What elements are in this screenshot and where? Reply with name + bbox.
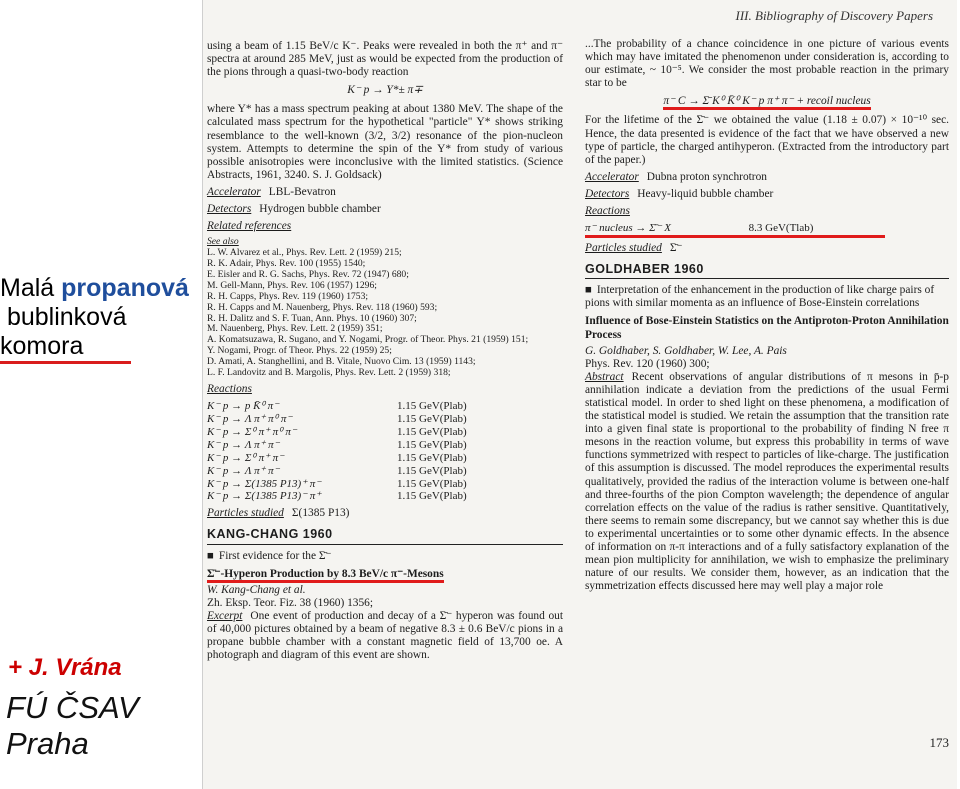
reaction-list: [207, 400, 563, 503]
reactions-label: Reactions: [207, 383, 252, 395]
authors-goldhaber: G. Goldhaber, S. Goldhaber, W. Lee, A. Pais: [585, 344, 787, 357]
authors-kang-chang: W. Kang-Chang et al.: [207, 583, 306, 596]
ref-item: D. Amati, A. Stanghellini, and B. Vitale, Nuovo Cim. 13 (1959) 1143;: [207, 357, 476, 368]
excerpt-label: Excerpt: [207, 609, 243, 622]
abstract-label: Abstract: [585, 370, 624, 383]
highlighted-title: Σ̄⁻-Hyperon Production by 8.3 BeV/c π⁻-Mesons: [207, 568, 444, 583]
related-label: Related references: [207, 220, 292, 233]
right-equation: [585, 95, 949, 108]
left-paragraph: where Y* has a mass spectrum peaking at about 1380 MeV. The shape of the calculated mass spectrum for the hypothetical "particle" Y* shows striking resemblance to the well-known (3/2, 3/2) resonance of the pion-nucleon system. Attempts to determine the spin of the Y* from study of various possible anisotropies were inconclusive with the limited statistics. (Science Abstracts, 1961, 3240. S. J. Goldsack): [207, 103, 563, 181]
abstract-block: [585, 371, 949, 594]
accelerator-label: Accelerator: [207, 185, 261, 198]
accelerator-value: LBL-Bevatron: [268, 185, 336, 198]
reaction-formula: K⁻ p → Λ π⁺ π⁻: [207, 464, 280, 477]
highlighted-equation: π⁻ C → Σ̄ K⁰ K̄⁰ K⁻ p π⁺ π⁻ + recoil nucleus: [663, 95, 870, 110]
reaction-energy: 1.15 GeV(Plab): [397, 451, 467, 464]
detectors-label: Detectors: [207, 203, 252, 216]
left-reactions: [207, 383, 563, 396]
reaction-row: [207, 478, 563, 491]
reaction-row: [207, 439, 563, 452]
particles-label: Particles studied: [207, 507, 284, 520]
left-equation: K⁻ p → Y*± π∓: [347, 84, 423, 97]
reaction-row: [207, 452, 563, 465]
reaction-formula: K⁻ p → Σ⁰ π⁺ π⁻: [207, 451, 284, 464]
left-detectors: [207, 203, 563, 216]
title-accent: propanová: [61, 274, 189, 302]
accelerator-value: Dubna proton synchrotron: [646, 170, 767, 183]
right-intro: ...The probability of a chance coincidence in one picture of various events which may have imitated the phenomenon under consideration is, according to our estimate, ~ 10⁻⁵. We consider the most probable reaction in the primary star to be: [585, 38, 949, 90]
ref-item: R. H. Capps and M. Nauenberg, Phys. Rev. 118 (1960) 593;: [207, 302, 438, 313]
title-part-1: Malá: [0, 274, 62, 302]
reaction-formula: K⁻ p → Σ⁰ π⁺ π⁰ π⁻: [207, 425, 297, 438]
right-paragraph: For the lifetime of the Σ̄⁻ we obtained the value (1.18 ± 0.07) × 10⁻¹⁰ sec. Hence, the data presented is evidence of the fact that we have observed a new type of particle, the charged antihyperon. (Extracted from the introductory part of the paper.): [585, 114, 949, 166]
reaction-energy: 8.3 GeV(Tlab): [748, 222, 814, 235]
highlighted-reaction: [585, 222, 885, 238]
ref-item: A. Komatsuzawa, R. Sugano, and Y. Nogami, Progr. of Theor. Phys. 21 (1959) 151;: [207, 335, 529, 346]
reaction-formula: K⁻ p → Σ(1385 P13)⁻ π⁺: [207, 490, 322, 503]
ref-item: L. F. Landovitz and B. Margolis, Phys. Rev. Lett. 2 (1959) 318;: [207, 368, 451, 379]
title-part-3: bublinková: [6, 303, 127, 331]
reaction-row: [207, 426, 563, 439]
first-evidence: ■ First evidence for the Σ̄⁻: [207, 550, 563, 563]
left-accelerator: [207, 186, 563, 199]
reaction-row: [207, 490, 563, 503]
reference-list: [207, 237, 563, 379]
section-heading-kang-chang: KANG-CHANG 1960: [207, 528, 563, 544]
annotation-author: + J. Vrána: [8, 654, 122, 681]
right-column: [585, 38, 949, 596]
reaction-energy: 1.15 GeV(Plab): [397, 490, 467, 503]
particles-value: Σ(1385 P13): [291, 507, 350, 520]
ref-item: R. H. Capps, Phys. Rev. 119 (1960) 1753;: [207, 291, 369, 302]
reactions-label: Reactions: [585, 205, 630, 218]
detectors-value: Heavy-liquid bubble chamber: [637, 187, 774, 200]
right-accelerator: [585, 171, 949, 184]
reaction-energy: 1.15 GeV(Plab): [397, 464, 467, 477]
annotation-institute: FÚ ČSAV Praha: [6, 690, 139, 761]
ref-item: R. K. Adair, Phys. Rev. 100 (1955) 1540;: [207, 259, 366, 270]
reaction-energy: 1.15 GeV(Plab): [397, 477, 467, 490]
particles-label: Particles studied: [585, 242, 662, 255]
paper-title-goldhaber: Influence of Bose-Einstein Statistics on the Antiproton-Proton Annihilation Process: [585, 315, 949, 341]
abstract-text: Recent observations of angular distributions of π mesons in p̄-p annihilation indicate a deviation from the predictions of the usual Fermi statistical model. In order to shed light on these phenomena, a modification of the statistical model is studied. We retain the assumption that the transition rate into a given final state is proportional to the probability of finding N free π mesons in the reaction volume, but express this probability in terms of wave functions symmetrized with respect to particles of like-charge. The justification of this assumption is discussed. The model reproduces the experimental results qualitatively, provided the radius of the interaction volume is between one-half and three-fourths of the pion Compton wavelength; the dependence of angular correlation effects on the value of the radius is rather sensitive. Quantitatively, there seems to remain some discrepancy, but we cannot say whether this is due to experimental uncertainties or to some other dynamic effects. In the absence of information on π-π interactions and of a fully satisfactory explanation of the mean pion multiplicity for annihilation, we wish to emphasize the preliminary nature of our results. We consider them, however, as an indication that the symmetrization effects discussed here may well play a major role: [585, 370, 949, 593]
detectors-label: Detectors: [585, 187, 630, 200]
excerpt-text: One event of production and decay of a Σ̄⁻ hyperon was found out of 40,000 pictures obtained by a beam of negative 8.3 ± 0.6 BeV/c pions in a propane bubble chamber with a constant magnetic field of 13,700 oe. A photograph and diagram of this event are shown.: [207, 609, 563, 662]
title-part-4: komora: [0, 332, 131, 364]
reaction-energy: 1.15 GeV(Plab): [397, 425, 467, 438]
left-particles: [207, 507, 563, 520]
ref-item: M. Gell-Mann, Phys. Rev. 106 (1957) 1296;: [207, 280, 377, 291]
ref-item: L. W. Alvarez et al., Phys. Rev. Lett. 2 (1959) 215;: [207, 248, 402, 259]
page-number: 173: [929, 735, 949, 750]
reaction-formula: K⁻ p → p K̄⁰ π⁻: [207, 400, 279, 413]
reaction-energy: 1.15 GeV(Plab): [397, 413, 467, 425]
reaction-row: [207, 465, 563, 478]
reaction-row: [207, 400, 563, 413]
reaction-energy: 1.15 GeV(Plab): [397, 400, 467, 413]
reaction-row: [207, 413, 563, 426]
annotation-panel: [0, 0, 210, 789]
annotation-title: [0, 274, 189, 364]
ref-item: Y. Nogami, Progr. of Theor. Phys. 22 (1959) 25;: [207, 346, 392, 357]
right-detectors: [585, 188, 949, 201]
right-reactions: [585, 205, 949, 218]
running-head: III. Bibliography of Discovery Papers: [735, 8, 933, 23]
journal-kang-chang: Zh. Eksp. Teor. Fiz. 38 (1960) 1356;: [207, 596, 374, 609]
reaction-formula: K⁻ p → Λ π⁺ π⁰ π⁻: [207, 413, 293, 425]
section-heading-goldhaber: GOLDHABER 1960: [585, 263, 949, 279]
paper-title-kang-chang: [207, 568, 563, 581]
ref-item: E. Eisler and R. G. Sachs, Phys. Rev. 72 (1947) 680;: [207, 269, 409, 280]
accelerator-label: Accelerator: [585, 170, 639, 183]
reaction-formula: K⁻ p → Σ(1385 P13)⁺ π⁻: [207, 477, 322, 490]
right-particles: [585, 242, 949, 255]
particles-value: Σ̄⁻: [669, 242, 683, 255]
left-intro: using a beam of 1.15 BeV/c K⁻. Peaks were revealed in both the π⁺ and π⁻ spectra at around 285 MeV, just as would be expected from the production of the pions through a quasi-two-body reaction: [207, 40, 563, 79]
left-related: [207, 220, 563, 233]
excerpt-block: [207, 610, 563, 662]
reaction-formula: K⁻ p → Λ π⁺ π⁻: [207, 438, 280, 451]
ref-item: M. Nauenberg, Phys. Rev. Lett. 2 (1959) 351;: [207, 324, 383, 335]
interpretation: ■ Interpretation of the enhancement in the production of like charge pairs of pions with similar momenta as an influence of Bose-Einstein correlations: [585, 284, 949, 310]
left-column: [207, 40, 563, 665]
reaction-formula: π⁻ nucleus → Σ̄⁻ X: [585, 222, 671, 235]
ref-item: R. H. Dalitz and S. F. Tuan, Ann. Phys. 10 (1960) 307;: [207, 313, 417, 324]
journal-goldhaber: Phys. Rev. 120 (1960) 300;: [585, 357, 710, 370]
scanned-page: [202, 0, 957, 789]
see-also: See also: [207, 237, 239, 248]
reaction-energy: 1.15 GeV(Plab): [397, 438, 467, 451]
detectors-value: Hydrogen bubble chamber: [259, 203, 381, 216]
